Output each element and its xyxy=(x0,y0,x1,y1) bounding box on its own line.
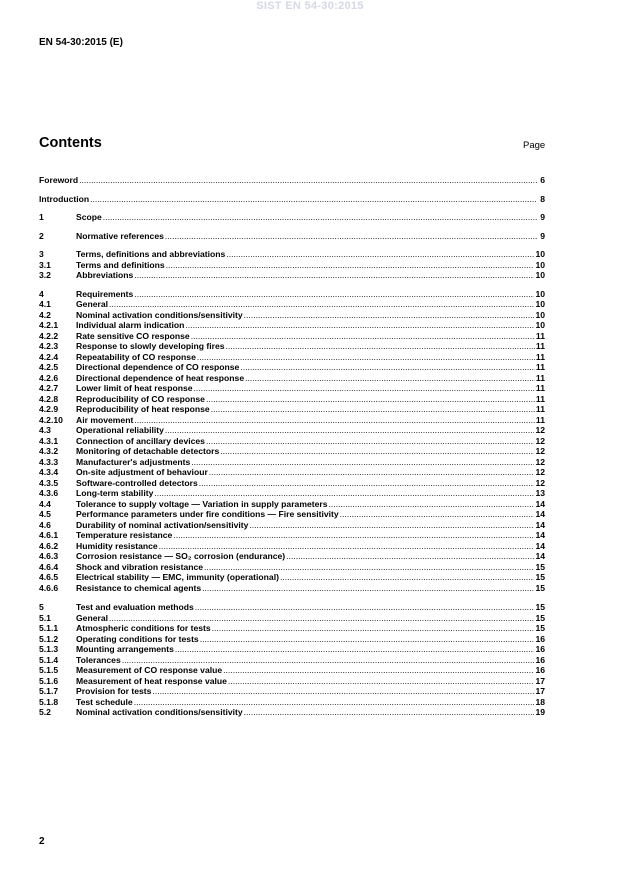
toc-entry[interactable] xyxy=(39,665,545,676)
toc-entry-number: 4.2 xyxy=(39,309,51,320)
toc-entry-number: 2 xyxy=(39,230,44,241)
toc-entry-page: 10 xyxy=(535,249,545,259)
toc-entry[interactable] xyxy=(39,310,545,321)
toc-entry-page: 10 xyxy=(535,270,545,280)
dot-leader xyxy=(194,383,535,394)
toc-entry-title: Scope xyxy=(76,212,102,222)
toc-entry-title: Test schedule xyxy=(76,696,133,707)
watermark: SIST EN 54-30:2015 xyxy=(256,0,364,12)
toc-entry[interactable] xyxy=(39,467,545,478)
dot-leader xyxy=(109,299,534,310)
dot-leader xyxy=(206,394,535,405)
toc-entry-title: Individual alarm indication xyxy=(76,320,185,330)
toc-entry-title: Electrical stability — EMC, immunity (operational) xyxy=(76,572,279,582)
toc-entry-title: Resistance to chemical agents xyxy=(76,582,202,593)
toc-entry-number: 4.3 xyxy=(39,425,51,435)
toc-entry-title: Long-term stability xyxy=(76,488,154,498)
dot-leader xyxy=(166,260,535,271)
toc-entry-number: 4.6.6 xyxy=(39,582,59,593)
toc-entry[interactable] xyxy=(39,655,545,666)
dot-leader xyxy=(103,212,537,223)
toc-entry-page: 15 xyxy=(535,561,545,572)
toc-entry-number: 4.3.3 xyxy=(39,456,59,467)
toc-entry[interactable] xyxy=(39,289,545,300)
toc-entry-title: Atmospheric conditions for tests xyxy=(76,623,211,633)
toc-entry-title: Measurement of heat response value xyxy=(76,675,227,686)
page-number: 2 xyxy=(39,836,45,847)
dot-leader xyxy=(191,457,534,468)
dot-leader xyxy=(195,602,535,613)
toc-entry-number: 5.1.3 xyxy=(39,644,59,654)
toc-entry-number: 4.6.2 xyxy=(39,540,59,551)
dot-leader xyxy=(175,644,535,655)
dot-leader xyxy=(173,530,534,541)
toc-entry[interactable] xyxy=(39,383,545,394)
toc-entry[interactable] xyxy=(39,457,545,468)
dot-leader xyxy=(79,175,537,186)
toc-entry[interactable] xyxy=(39,175,545,186)
toc-entry[interactable] xyxy=(39,299,545,310)
toc-entry-title: Temperature resistance xyxy=(76,530,173,540)
toc-entry-page: 13 xyxy=(535,488,545,498)
dot-leader xyxy=(286,551,534,562)
toc-entry-title: Abbreviations xyxy=(76,270,134,280)
toc-entry-page: 11 xyxy=(535,351,545,362)
toc-entry[interactable] xyxy=(39,551,545,562)
toc-entry[interactable] xyxy=(39,613,545,624)
table-of-contents xyxy=(39,175,545,718)
dot-leader xyxy=(154,488,534,499)
toc-entry[interactable] xyxy=(39,686,545,697)
toc-entry-page: 12 xyxy=(535,435,545,446)
toc-entry[interactable] xyxy=(39,541,545,552)
toc-entry[interactable] xyxy=(39,446,545,457)
dot-leader xyxy=(109,613,534,624)
toc-entry-number: 4.3.6 xyxy=(39,488,59,498)
dot-leader xyxy=(340,509,535,520)
toc-entry-page: 18 xyxy=(535,696,545,707)
toc-entry[interactable] xyxy=(39,415,545,426)
toc-entry-number: 5.1.6 xyxy=(39,675,59,686)
dot-leader xyxy=(191,331,535,342)
toc-entry-title: Foreword xyxy=(39,175,79,185)
toc-entry[interactable] xyxy=(39,583,545,594)
toc-entry-number: 5 xyxy=(39,602,44,612)
toc-entry-title: Terms, definitions and abbreviations xyxy=(76,249,226,259)
toc-entry[interactable] xyxy=(39,270,545,281)
toc-entry-number: 4.3.5 xyxy=(39,477,59,488)
toc-entry-page: 10 xyxy=(535,299,545,309)
dot-leader xyxy=(223,665,534,676)
toc-entry-number: 4.3.1 xyxy=(39,435,59,446)
dot-leader xyxy=(280,572,534,583)
toc-entry-page: 14 xyxy=(535,498,545,509)
toc-entry-page: 19 xyxy=(535,707,545,717)
dot-leader xyxy=(209,467,535,478)
dot-leader xyxy=(204,562,534,573)
toc-entry-number: 4.2.3 xyxy=(39,341,59,351)
toc-entry-page: 15 xyxy=(535,572,545,582)
toc-entry-page: 17 xyxy=(535,675,545,686)
toc-entry-page: 15 xyxy=(535,612,545,623)
toc-entry[interactable] xyxy=(39,331,545,342)
toc-entry-title: Manufacturer's adjustments xyxy=(76,456,191,467)
document-id: EN 54-30:2015 (E) xyxy=(39,37,123,48)
dot-leader xyxy=(134,270,534,281)
toc-entry-number: 5.1 xyxy=(39,612,51,623)
toc-entry[interactable] xyxy=(39,231,545,242)
toc-entry-number: 4.2.5 xyxy=(39,362,59,372)
dot-leader xyxy=(220,446,534,457)
toc-entry-number: 4.2.7 xyxy=(39,383,59,393)
toc-entry-title: Rate sensitive CO response xyxy=(76,330,190,341)
toc-entry-page: 8 xyxy=(540,193,545,204)
dot-leader xyxy=(197,352,535,363)
toc-entry-page: 17 xyxy=(535,686,545,696)
page-column-label: Page xyxy=(523,140,546,151)
toc-entry[interactable] xyxy=(39,341,545,352)
dot-leader xyxy=(122,655,535,666)
toc-entry-title: Requirements xyxy=(76,288,134,299)
toc-entry-page: 14 xyxy=(535,540,545,551)
toc-entry-number: 4.3.2 xyxy=(39,446,59,456)
dot-leader xyxy=(244,310,535,321)
toc-entry-number: 4.6 xyxy=(39,519,51,530)
toc-entry-number: 4.2.9 xyxy=(39,404,59,414)
toc-entry-page: 11 xyxy=(535,414,545,425)
toc-entry-number: 4.6.1 xyxy=(39,530,59,540)
toc-entry-title: Humidity resistance xyxy=(76,540,158,551)
toc-entry-page: 9 xyxy=(540,212,545,222)
toc-entry-number: 4.5 xyxy=(39,509,51,519)
toc-entry[interactable] xyxy=(39,352,545,363)
dot-leader xyxy=(199,478,535,489)
dot-leader xyxy=(228,676,535,687)
toc-entry-title: Nominal activation conditions/sensitivity xyxy=(76,309,243,320)
dot-leader xyxy=(134,289,534,300)
toc-entry-number: 4.2.6 xyxy=(39,372,59,383)
dot-leader xyxy=(202,583,534,594)
toc-entry[interactable] xyxy=(39,499,545,510)
toc-entry[interactable] xyxy=(39,320,545,331)
toc-entry[interactable] xyxy=(39,436,545,447)
toc-entry-title: Test and evaluation methods xyxy=(76,602,194,612)
dot-leader xyxy=(200,634,535,645)
dot-leader xyxy=(165,231,537,242)
dot-leader xyxy=(134,415,535,426)
toc-entry[interactable] xyxy=(39,623,545,634)
toc-entry-title: Monitoring of detachable detectors xyxy=(76,446,220,456)
toc-entry-number: 1 xyxy=(39,212,44,222)
toc-entry-title: Operating conditions for tests xyxy=(76,633,199,644)
toc-entry[interactable] xyxy=(39,249,545,260)
toc-entry-number: 4.4 xyxy=(39,498,51,509)
toc-entry-title: Corrosion resistance — SO₂ corrosion (endurance) xyxy=(76,551,286,561)
toc-entry-page: 14 xyxy=(535,509,545,519)
toc-entry-page: 16 xyxy=(535,633,545,644)
toc-entry-title: On-site adjustment of behaviour xyxy=(76,467,208,477)
toc-entry[interactable] xyxy=(39,509,545,520)
toc-entry[interactable] xyxy=(39,260,545,271)
toc-entry-number: 4.6.3 xyxy=(39,551,59,561)
toc-entry-number: 5.1.1 xyxy=(39,623,59,633)
toc-entry[interactable] xyxy=(39,697,545,708)
toc-entry-page: 16 xyxy=(535,644,545,654)
toc-entry-page: 10 xyxy=(535,288,545,299)
toc-entry-title: Tolerance to supply voltage — Variation in supply parameters xyxy=(76,498,328,509)
toc-entry-number: 3.2 xyxy=(39,270,51,280)
dot-leader xyxy=(206,436,534,447)
dot-leader xyxy=(152,686,534,697)
toc-entry-number: 4.2.1 xyxy=(39,320,59,330)
toc-entry-title: Shock and vibration resistance xyxy=(76,561,204,572)
toc-entry[interactable] xyxy=(39,676,545,687)
toc-entry-page: 16 xyxy=(535,665,545,675)
toc-entry-title: Terms and definitions xyxy=(76,259,165,270)
dot-leader xyxy=(329,499,535,510)
toc-entry-page: 14 xyxy=(535,530,545,540)
toc-entry-page: 9 xyxy=(540,230,545,241)
dot-leader xyxy=(226,249,534,260)
toc-entry-title: Response to slowly developing fires xyxy=(76,341,225,351)
toc-entry[interactable] xyxy=(39,707,545,718)
toc-entry-page: 11 xyxy=(535,341,545,351)
toc-entry-page: 12 xyxy=(535,446,545,456)
dot-leader xyxy=(90,194,537,205)
toc-entry-page: 11 xyxy=(535,362,545,372)
dot-leader xyxy=(185,320,534,331)
toc-entry-title: Normative references xyxy=(76,230,164,241)
toc-entry-number: 4.2.10 xyxy=(39,414,63,425)
dot-leader xyxy=(244,707,535,718)
toc-entry-page: 12 xyxy=(535,467,545,477)
toc-entry-page: 15 xyxy=(535,623,545,633)
toc-entry-title: Reproducibility of heat response xyxy=(76,404,210,414)
toc-entry-title: Lower limit of heat response xyxy=(76,383,193,393)
toc-entry[interactable] xyxy=(39,562,545,573)
toc-entry-title: Measurement of CO response value xyxy=(76,665,223,675)
toc-entry[interactable] xyxy=(39,478,545,489)
toc-entry-number: 5.1.5 xyxy=(39,665,59,675)
dot-leader xyxy=(165,425,535,436)
dot-leader xyxy=(226,341,535,352)
toc-entry-title: Software-controlled detectors xyxy=(76,477,198,488)
toc-entry-page: 16 xyxy=(535,654,545,665)
dot-leader xyxy=(159,541,535,552)
toc-entry-page: 12 xyxy=(535,425,545,435)
toc-entry-title: Tolerances xyxy=(76,654,121,665)
toc-entry-page: 14 xyxy=(535,519,545,530)
toc-entry-title: Mounting arrangements xyxy=(76,644,174,654)
toc-entry[interactable] xyxy=(39,194,545,205)
toc-entry-title: Reproducibility of CO response xyxy=(76,393,205,404)
toc-entry-title: General xyxy=(76,612,109,623)
dot-leader xyxy=(240,362,535,373)
toc-entry-page: 11 xyxy=(535,404,545,414)
toc-entry[interactable] xyxy=(39,644,545,655)
toc-entry-title: Directional dependence of CO response xyxy=(76,362,240,372)
toc-entry-title: Nominal activation conditions/sensitivity xyxy=(76,707,243,717)
toc-entry-title: Performance parameters under fire conditions — Fire sensitivity xyxy=(76,509,339,519)
toc-entry-number: 5.1.8 xyxy=(39,696,59,707)
toc-entry-page: 15 xyxy=(535,602,545,612)
toc-entry-number: 3 xyxy=(39,249,44,259)
toc-entry-title: Introduction xyxy=(39,193,90,204)
toc-entry[interactable] xyxy=(39,212,545,223)
toc-entry-number: 4.2.2 xyxy=(39,330,59,341)
toc-entry-number: 3.1 xyxy=(39,259,51,270)
toc-entry-page: 10 xyxy=(535,320,545,330)
toc-entry-title: General xyxy=(76,299,109,309)
toc-entry-number: 5.2 xyxy=(39,707,51,717)
toc-entry-number: 4.2.4 xyxy=(39,351,59,362)
toc-entry[interactable] xyxy=(39,404,545,415)
toc-entry[interactable] xyxy=(39,394,545,405)
toc-entry-number: 5.1.7 xyxy=(39,686,59,696)
dot-leader xyxy=(249,520,534,531)
toc-entry-number: 4.2.8 xyxy=(39,393,59,404)
toc-entry-page: 12 xyxy=(535,456,545,467)
toc-entry-page: 12 xyxy=(535,477,545,488)
toc-entry-title: Repeatability of CO response xyxy=(76,351,196,362)
toc-entry-page: 10 xyxy=(535,309,545,320)
toc-entry-number: 4 xyxy=(39,288,44,299)
dot-leader xyxy=(212,623,535,634)
toc-entry-page: 11 xyxy=(535,393,545,404)
toc-entry[interactable] xyxy=(39,373,545,384)
toc-entry-number: 4.6.5 xyxy=(39,572,59,582)
toc-entry-title: Connection of ancillary devices xyxy=(76,435,205,446)
dot-leader xyxy=(211,404,535,415)
toc-entry[interactable] xyxy=(39,488,545,499)
dot-leader xyxy=(134,697,535,708)
toc-entry-title: Directional dependence of heat response xyxy=(76,372,245,383)
toc-entry-page: 11 xyxy=(535,383,545,393)
toc-entry[interactable] xyxy=(39,602,545,613)
toc-entry-page: 6 xyxy=(540,175,545,185)
toc-entry[interactable] xyxy=(39,425,545,436)
toc-entry-title: Provision for tests xyxy=(76,686,152,696)
toc-entry[interactable] xyxy=(39,362,545,373)
toc-entry-number: 5.1.2 xyxy=(39,633,59,644)
dot-leader xyxy=(245,373,535,384)
toc-entry[interactable] xyxy=(39,634,545,645)
toc-entry-page: 14 xyxy=(535,551,545,561)
toc-entry-page: 10 xyxy=(535,259,545,270)
toc-entry-title: Durability of nominal activation/sensitivity xyxy=(76,519,249,530)
toc-entry-page: 15 xyxy=(535,582,545,593)
toc-entry-title: Air movement xyxy=(76,414,134,425)
toc-entry-title: Operational reliability xyxy=(76,425,164,435)
toc-entry[interactable] xyxy=(39,572,545,583)
toc-entry-page: 11 xyxy=(535,330,545,341)
toc-entry-number: 4.6.4 xyxy=(39,561,59,572)
toc-entry-number: 4.3.4 xyxy=(39,467,59,477)
toc-entry[interactable] xyxy=(39,530,545,541)
toc-entry-page: 11 xyxy=(535,372,545,383)
toc-entry-number: 5.1.4 xyxy=(39,654,59,665)
toc-entry-number: 4.1 xyxy=(39,299,51,309)
toc-entry[interactable] xyxy=(39,520,545,531)
contents-title: Contents xyxy=(39,135,102,151)
